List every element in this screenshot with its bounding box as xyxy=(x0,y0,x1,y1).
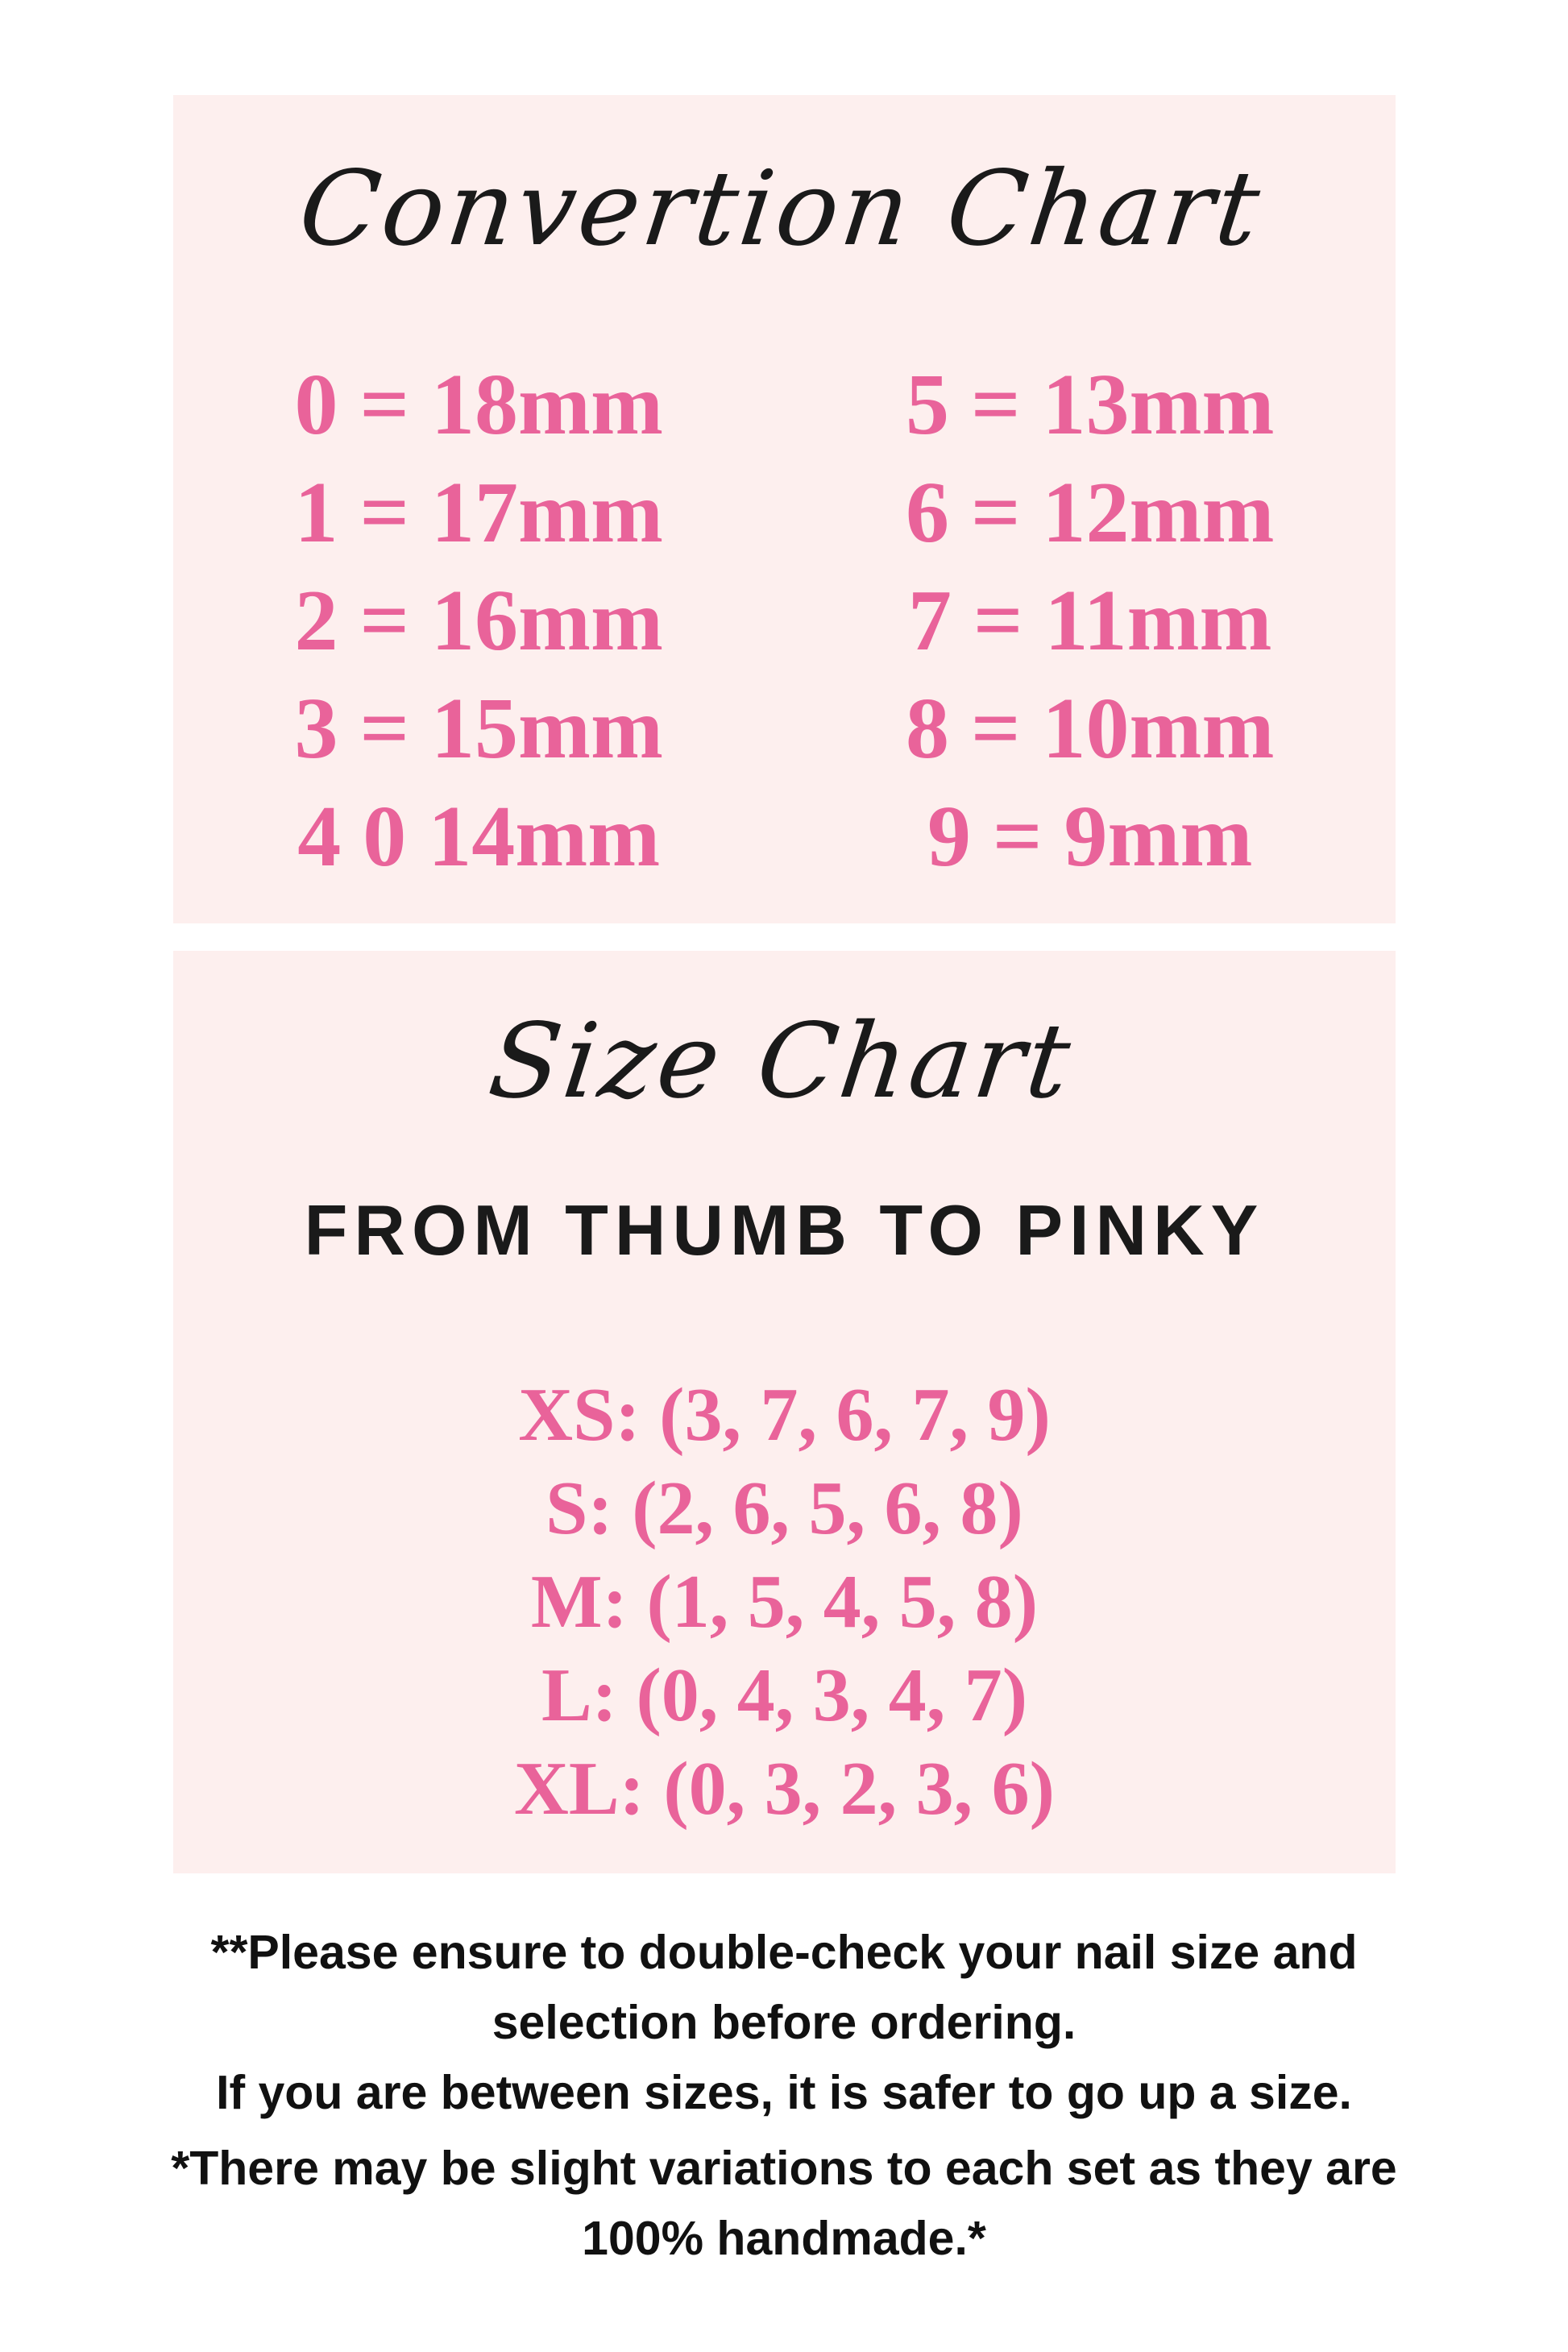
size-chart-rows xyxy=(173,1368,1396,1836)
conversion-row-5: 5 = 13mm xyxy=(906,357,1275,453)
ordering-disclaimer xyxy=(48,1918,1520,2128)
size-row-s: S: (2, 6, 5, 6, 8) xyxy=(545,1466,1023,1550)
conversion-row-1: 1 = 17mm xyxy=(294,465,663,561)
disclaimer-line: 100% handmade.* xyxy=(582,2212,986,2265)
disclaimer-line: If you are between sizes, it is safer to go up a size. xyxy=(216,2066,1352,2119)
size-row-m: M: (1, 5, 4, 5, 8) xyxy=(530,1560,1039,1644)
handmade-disclaimer xyxy=(48,2134,1520,2274)
size-row-l: L: (0, 4, 3, 4, 7) xyxy=(541,1653,1028,1737)
conversion-row-7: 7 = 11mm xyxy=(907,573,1272,669)
size-row-xs: XS: (3, 7, 6, 7, 9) xyxy=(518,1373,1051,1457)
size-row-xl: XL: (0, 3, 2, 3, 6) xyxy=(514,1747,1055,1831)
conversion-row-0: 0 = 18mm xyxy=(294,357,663,453)
size-chart-panel xyxy=(173,951,1396,1873)
conversion-table xyxy=(173,351,1396,891)
conversion-left-column xyxy=(173,351,785,891)
conversion-row-8: 8 = 10mm xyxy=(906,681,1275,777)
conversion-row-4: 4 0 14mm xyxy=(297,789,661,885)
size-chart-subtitle: FROM THUMB TO PINKY xyxy=(304,1190,1265,1270)
disclaimer-line: selection before ordering. xyxy=(492,1996,1076,2049)
conversion-chart-panel xyxy=(173,95,1396,923)
disclaimer-line: *There may be slight variations to each set as they are xyxy=(171,2142,1397,2195)
size-chart-title: Size Chart xyxy=(483,1002,1080,1122)
conversion-right-column xyxy=(785,351,1396,891)
conversion-chart-title: Convertion Chart xyxy=(292,149,1269,269)
disclaimer-line: **Please ensure to double-check your nail size and xyxy=(210,1926,1358,1979)
conversion-row-2: 2 = 16mm xyxy=(294,573,663,669)
conversion-row-3: 3 = 15mm xyxy=(294,681,663,777)
conversion-row-9: 9 = 9mm xyxy=(927,789,1253,885)
conversion-row-6: 6 = 12mm xyxy=(906,465,1275,561)
